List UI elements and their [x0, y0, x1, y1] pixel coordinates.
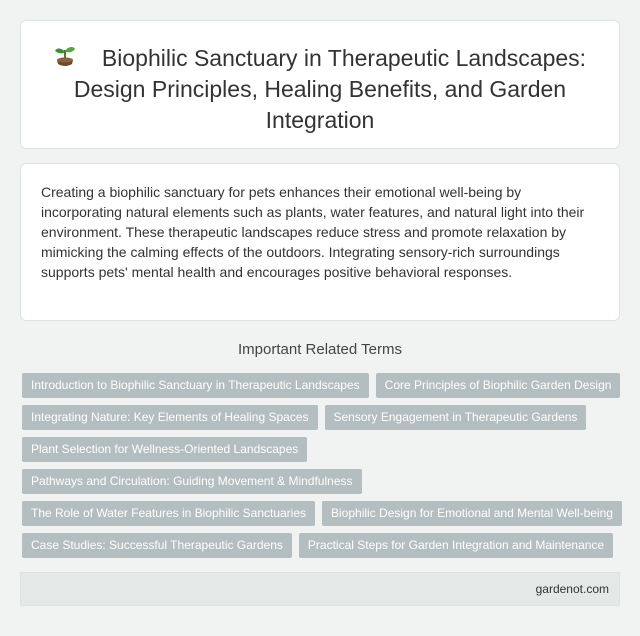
related-terms-heading: Important Related Terms [238, 341, 402, 358]
footer-bar [20, 572, 620, 606]
related-term-tag[interactable]: Pathways and Circulation: Guiding Movement & Mindfulness [22, 469, 362, 494]
related-terms-list [22, 373, 622, 565]
intro-card [20, 163, 620, 321]
related-term-tag[interactable]: Plant Selection for Wellness-Oriented Landscapes [22, 437, 307, 462]
related-term-tag[interactable]: Practical Steps for Garden Integration and Maintenance [299, 533, 613, 558]
related-term-tag[interactable]: Introduction to Biophilic Sanctuary in Therapeutic Landscapes [22, 373, 369, 398]
page-title-text: Biophilic Sanctuary in Therapeutic Landscapes: Design Principles, Healing Benefits, and Garden Integration [73, 45, 587, 133]
related-term-tag[interactable]: Core Principles of Biophilic Garden Design [376, 373, 621, 398]
intro-paragraph: Creating a biophilic sanctuary for pets enhances their emotional well-being by incorporating natural elements such as plants, water features, and natural light into their environment. These therapeutic landscapes reduce stress and promote relaxation by mimicking the calming effects of the outdoors. Integrating sensory-rich surroundings supports pets' mental health and encourages positive behavioral responses. [41, 184, 585, 280]
page-title [41, 43, 599, 136]
related-term-tag[interactable]: Sensory Engagement in Therapeutic Gardens [325, 405, 587, 430]
related-term-tag[interactable]: Case Studies: Successful Therapeutic Gardens [22, 533, 292, 558]
related-term-tag[interactable]: Biophilic Design for Emotional and Mental Well-being [322, 501, 622, 526]
title-card [20, 20, 620, 149]
sprout-icon [54, 45, 76, 69]
footer-site-link[interactable]: gardenot.com [535, 582, 609, 596]
related-term-tag[interactable]: The Role of Water Features in Biophilic Sanctuaries [22, 501, 315, 526]
related-term-tag[interactable]: Integrating Nature: Key Elements of Healing Spaces [22, 405, 318, 430]
